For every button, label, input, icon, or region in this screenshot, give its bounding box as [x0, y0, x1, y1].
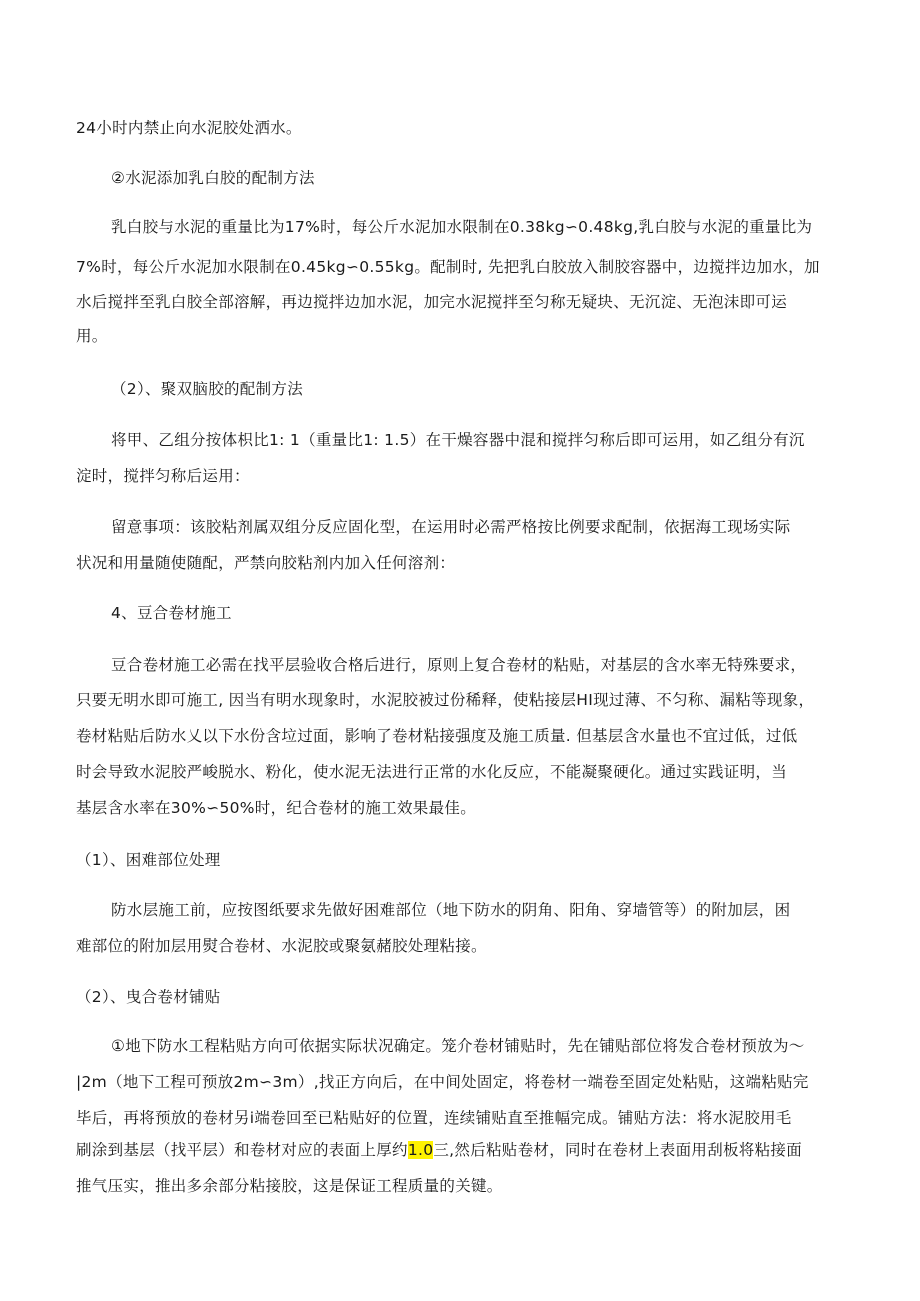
paragraph-line: 7%时，每公斤水泥加水限制在0.45kg∽0.55kg。配制时, 先把乳白胶放入制胶容器中，边搅拌边加水，加	[76, 258, 820, 276]
paragraph-line: 卷材粘贴后防水乂以下水份含垃过面，影响了卷材粘接强度及施工质量. 但基层含水量也不宜过低，过低	[76, 727, 798, 745]
paragraph-line: 推气压实，推出多余部分粘接胶，这是保证工程质量的关键。	[76, 1177, 503, 1195]
paragraph-line	[76, 1140, 802, 1160]
paragraph-line: 豆合卷材施工必需在找平层验收合格后进行，原则上复合卷材的粘贴，对基层的含水率无特殊要求，	[111, 656, 807, 674]
text-span: 刷涂到基层（找平层）和卷材对应的表面上厚约	[76, 1141, 408, 1159]
text-span: 三,然后粘贴卷材，同时在卷材上表面用刮板将粘接面	[433, 1141, 803, 1159]
paragraph-line: 淀时，搅拌匀称后运用：	[76, 467, 250, 485]
paragraph-line: 防水层施工前，应按图纸要求先做好困难部位（地下防水的阴角、阳角、穿墙管等）的附加层，困	[111, 901, 791, 919]
paragraph-line: 状况和用量随使随配，严禁向胶粘剂内加入任何溶剂：	[76, 554, 456, 572]
highlighted-value: 1.0	[407, 1141, 434, 1159]
subsection-heading: （2）、聚双脑胶的配制方法	[111, 380, 304, 398]
subsection-heading: （2）、曳合卷材铺贴	[76, 988, 221, 1006]
paragraph-line: 将甲、乙组分按体枳比1: 1（重量比1: 1.5）在干燥容器中混和搅拌匀称后即可运用，如乙组分有沉	[111, 431, 805, 449]
paragraph-line: 水后搅拌至乳白胶全部溶解，再边搅拌边加水泥，加完水泥搅拌至匀称无疑块、无沉淀、无泡沫即可运	[76, 293, 788, 311]
paragraph-line: 用。	[76, 327, 108, 345]
paragraph-line: 基层含水率在30%∽50%时，纪合卷材的施工效果最佳。	[76, 799, 476, 817]
paragraph-line: 时会导致水泥胶严峻脱水、粉化，使水泥无法进行正常的水化反应，不能凝聚硬化。通过实践证明，当	[76, 763, 788, 781]
paragraph-line: 难部位的附加层用熨合卷材、水泥胶或聚氨赭胶处理粘接。	[76, 937, 487, 955]
paragraph-line: 只要无明水即可施工, 因当有明水现象时，水泥胶被过份稀释，使粘接层HI现过薄、不匀称、漏粘等现象，	[76, 691, 815, 709]
paragraph-line: 乳白胶与水泥的重量比为17%时，每公斤水泥加水限制在0.38kg∽0.48kg,乳白胶与水泥的重量比为	[111, 218, 813, 236]
paragraph-line: 毕后，再将预放的卷材另i端卷回至已粘贴好的位置，连续铺贴直至推幅完成。铺贴方法：将水泥胶用毛	[76, 1109, 792, 1127]
paragraph-line: 24小时内禁止向水泥胶处洒水。	[76, 119, 302, 137]
paragraph-line: 留意事项：该胶粘剂属双组分反应固化型，在运用时必需严格按比例要求配制，依据海工现场实际	[111, 518, 791, 536]
subsection-heading: ②水泥添加乳白胶的配制方法	[111, 169, 315, 187]
subsection-heading: （1）、困难部位处理	[76, 851, 221, 869]
paragraph-line: ①地下防水工程粘贴方向可依据实际状况确定。笼介卷材铺贴时，先在铺贴部位将发合卷材预放为〜	[111, 1037, 805, 1055]
paragraph-line: |2m（地下工程可预放2m∽3m）,找正方向后，在中间处固定，将卷材一端卷至固定处粘贴，这端粘贴完	[76, 1073, 809, 1091]
section-heading: 4、豆合卷材施工	[111, 604, 232, 622]
